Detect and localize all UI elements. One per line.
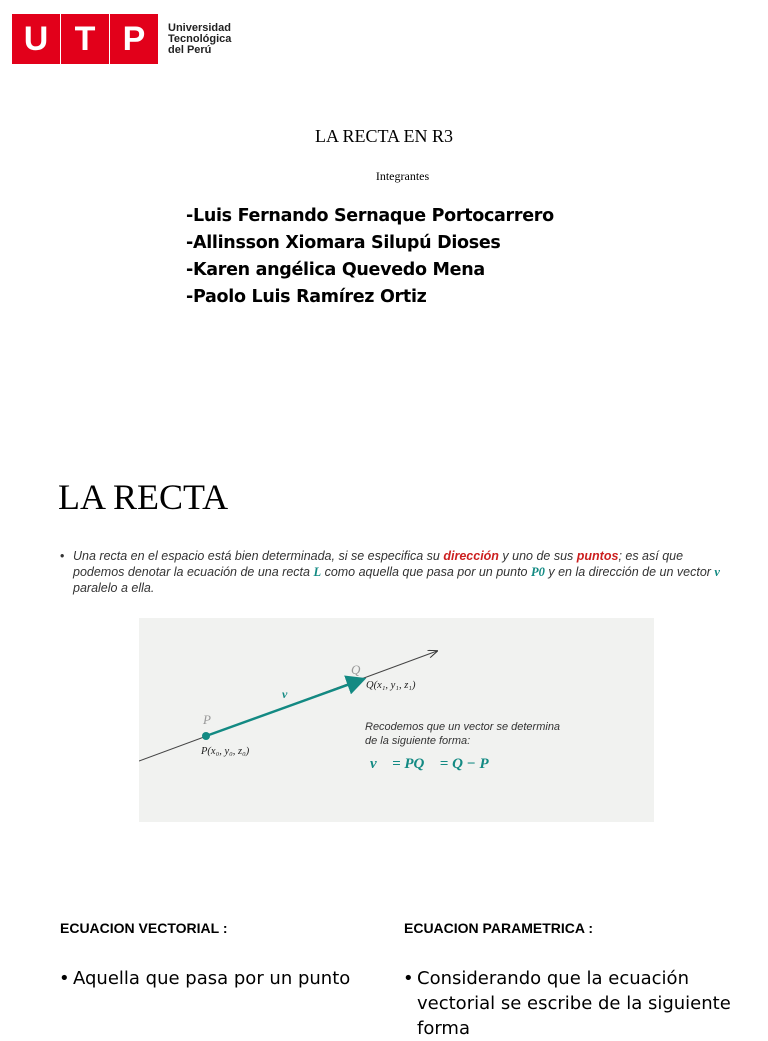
keyword-puntos: puntos: [576, 549, 619, 563]
logo-mark: [12, 14, 158, 64]
label-Q: Q: [351, 662, 361, 677]
note-line-1: Recodemos que un vector se determina: [365, 721, 561, 733]
parametric-equation-text: Considerando que la ecuación vectorial se escribe de la siguiente forma: [417, 968, 731, 1039]
utp-logo: [12, 14, 231, 64]
logo-letter-u: U: [23, 19, 49, 58]
line-definition-slide: [0, 440, 768, 880]
slide-subtitle: Integrantes: [375, 169, 430, 183]
label-v: v⃗: [282, 687, 297, 701]
vector-equation-heading: ECUACION VECTORIAL :: [60, 920, 228, 936]
parametric-equation-bullet: [403, 966, 733, 1041]
logo-line: Universidad: [168, 21, 231, 34]
member-name: -Paolo Luis Ramírez Ortiz: [186, 287, 427, 307]
member-name: -Luis Fernando Sernaque Portocarrero: [186, 206, 554, 226]
slide-title: LA RECTA: [58, 477, 229, 517]
logo-wordmark: [168, 23, 231, 56]
vector-equation-bullet: [59, 966, 379, 991]
slide-title: LA RECTA EN R3: [314, 126, 454, 146]
definition-text: Una recta en el espacio está bien determinada, si se especifica su dirección y uno de sus puntos; es así que podemos denotar la ecuación de una recta L como aquella que pasa por un punto P0 y en la dirección de un vector v paralelo a ella.: [73, 549, 720, 595]
note-line-2: de la siguiente forma:: [365, 735, 471, 747]
logo-letter-t: T: [74, 19, 96, 58]
equations-slide: [0, 880, 768, 1039]
parametric-equation-heading: ECUACION PARAMETRICA :: [404, 920, 593, 936]
coord-Q: Q(x₁, y₁, z₁): [366, 680, 416, 691]
symbol-L: L: [313, 565, 322, 579]
title-slide: [0, 0, 768, 440]
vector-formula: v⃗ = PQ⃗ = Q − P: [370, 756, 489, 772]
definition-bullet: [60, 548, 730, 596]
member-name: -Karen angélica Quevedo Mena: [186, 260, 485, 280]
symbol-v: v: [714, 565, 720, 579]
member-name: -Allinsson Xiomara Silupú Dioses: [186, 233, 501, 253]
members-list: [186, 203, 554, 311]
line-vector-figure: [139, 618, 654, 822]
vector-equation-text: Aquella que pasa por un punto: [73, 968, 351, 989]
symbol-P0: P0: [530, 565, 545, 579]
keyword-direccion: dirección: [443, 549, 499, 563]
logo-line: del Perú: [168, 43, 212, 56]
bullet-dot: •: [403, 968, 414, 989]
label-P: P: [203, 712, 211, 727]
bullet-dot: •: [59, 968, 70, 989]
logo-letter-p: P: [122, 19, 146, 58]
logo-line: Tecnológica: [168, 32, 232, 45]
coord-P: P(x₀, y₀, z₀): [201, 746, 250, 757]
point-P: [202, 732, 210, 740]
bullet-dot: •: [60, 549, 65, 563]
